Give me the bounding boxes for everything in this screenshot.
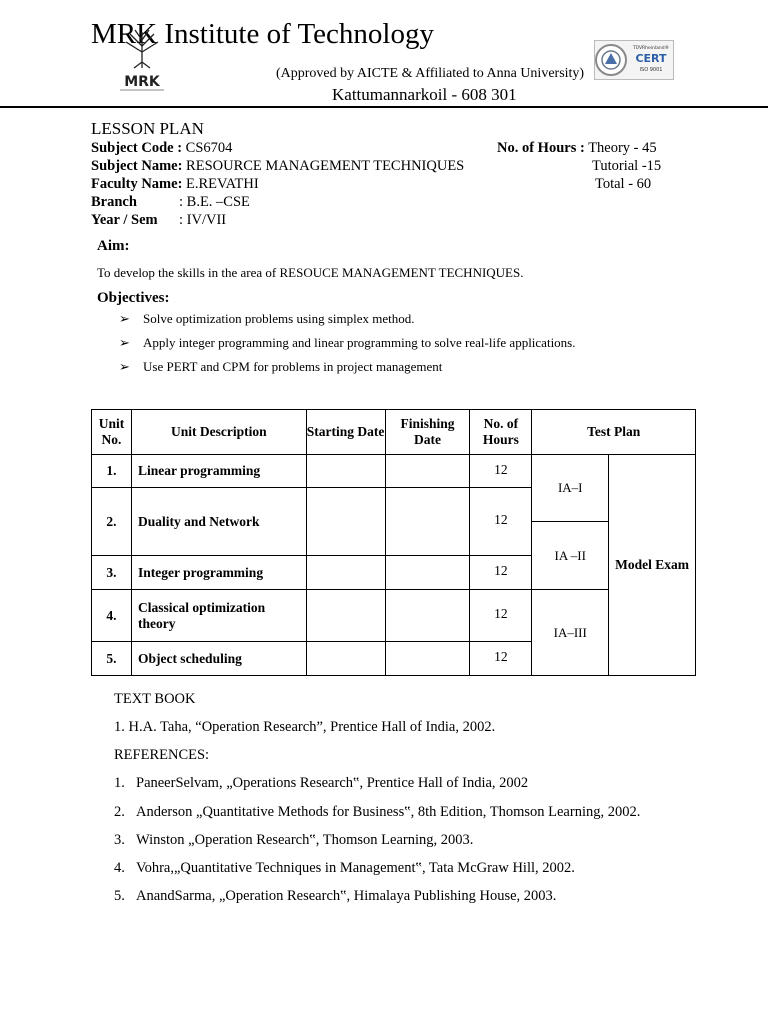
arrow-bullet-icon: ➢	[119, 335, 130, 350]
aim-text: To develop the skills in the area of RESOUCE MANAGEMENT TECHNIQUES.	[97, 265, 524, 280]
text-book-item: 1. H.A. Taha, “Operation Research”, Prentice Hall of India, 2002.	[114, 719, 496, 735]
tutorial-hours: Tutorial -15	[592, 158, 662, 174]
hours-row: No. of Hours : Theory - 45	[497, 140, 657, 156]
branch-row: Branch : B.E. –CSE	[91, 194, 250, 210]
col-header-description: Unit Description	[131, 410, 306, 455]
arrow-bullet-icon: ➢	[119, 359, 130, 374]
col-header-test-plan: Test Plan	[532, 410, 696, 455]
reference-item: 5. AnandSarma, „Operation Research‟, Himalaya Publishing House, 2003.	[114, 888, 557, 904]
test-ia3: IA–III	[532, 590, 609, 676]
objective-item: ➢ Solve optimization problems using simplex method.	[119, 311, 415, 326]
logo-lettering: MRK	[124, 74, 160, 90]
test-ia1: IA–I	[532, 455, 609, 522]
table-row: 1. Linear programming 12 IA–I Model Exam	[92, 455, 696, 488]
table-row: 4. Classical optimization theory 12 IA–III	[92, 590, 696, 642]
text-book-heading: TEXT BOOK	[114, 691, 196, 707]
faculty-row: Faculty Name: E.REVATHI	[91, 176, 259, 192]
table-row: 3. Integer programming 12	[92, 556, 696, 590]
col-header-start-date: Starting Date	[306, 410, 385, 455]
svg-text:TÜVRheinland®: TÜVRheinland®	[632, 46, 670, 51]
col-header-hours: No. of Hours	[470, 410, 532, 455]
reference-item: 3. Winston „Operation Research‟, Thomson Learning, 2003.	[114, 832, 474, 848]
reference-item: 1. PaneerSelvam, „Operations Research‟, Prentice Hall of India, 2002	[114, 775, 529, 791]
objective-item: ➢ Apply integer programming and linear programming to solve real-life applications.	[119, 335, 576, 350]
institute-title: MRK Institute of Technology	[91, 18, 434, 50]
iso-cert-badge	[594, 40, 674, 80]
references-heading: REFERENCES:	[114, 747, 210, 763]
lesson-plan-heading: LESSON PLAN	[91, 119, 204, 138]
test-model-exam: Model Exam	[609, 455, 696, 676]
unit-plan-table	[91, 409, 696, 676]
header-divider	[0, 106, 768, 108]
total-hours: Total - 60	[595, 176, 652, 192]
subject-name-row: Subject Name: RESOURCE MANAGEMENT TECHNIQUES	[91, 158, 465, 174]
reference-item: 2. Anderson „Quantitative Methods for Business‟, 8th Edition, Thomson Learning, 2002.	[114, 804, 641, 820]
year-sem-row: Year / Sem : IV/VII	[91, 212, 227, 228]
table-row-spacer: 2. Duality and Network 12	[92, 488, 696, 522]
col-header-finish-date: Finishing Date	[385, 410, 470, 455]
svg-text:CERT: CERT	[635, 52, 667, 65]
address-line: Kattumannarkoil - 608 301	[332, 85, 517, 104]
approval-line: (Approved by AICTE & Affiliated to Anna University)	[276, 66, 585, 81]
objectives-heading: Objectives:	[97, 290, 170, 306]
svg-text:ISO 9001: ISO 9001	[639, 67, 663, 73]
objective-item: ➢ Use PERT and CPM for problems in project management	[119, 359, 443, 374]
table-row: 5. Object scheduling 12	[92, 642, 696, 676]
aim-heading: Aim:	[97, 238, 130, 254]
test-ia2: IA –II	[532, 522, 609, 590]
arrow-bullet-icon: ➢	[119, 311, 130, 326]
col-header-unit-no: Unit No.	[92, 410, 132, 455]
institute-logo	[108, 26, 176, 96]
subject-code-row: Subject Code : CS6704	[91, 140, 233, 156]
reference-item: 4. Vohra,„Quantitative Techniques in Management‟, Tata McGraw Hill, 2002.	[114, 860, 575, 876]
